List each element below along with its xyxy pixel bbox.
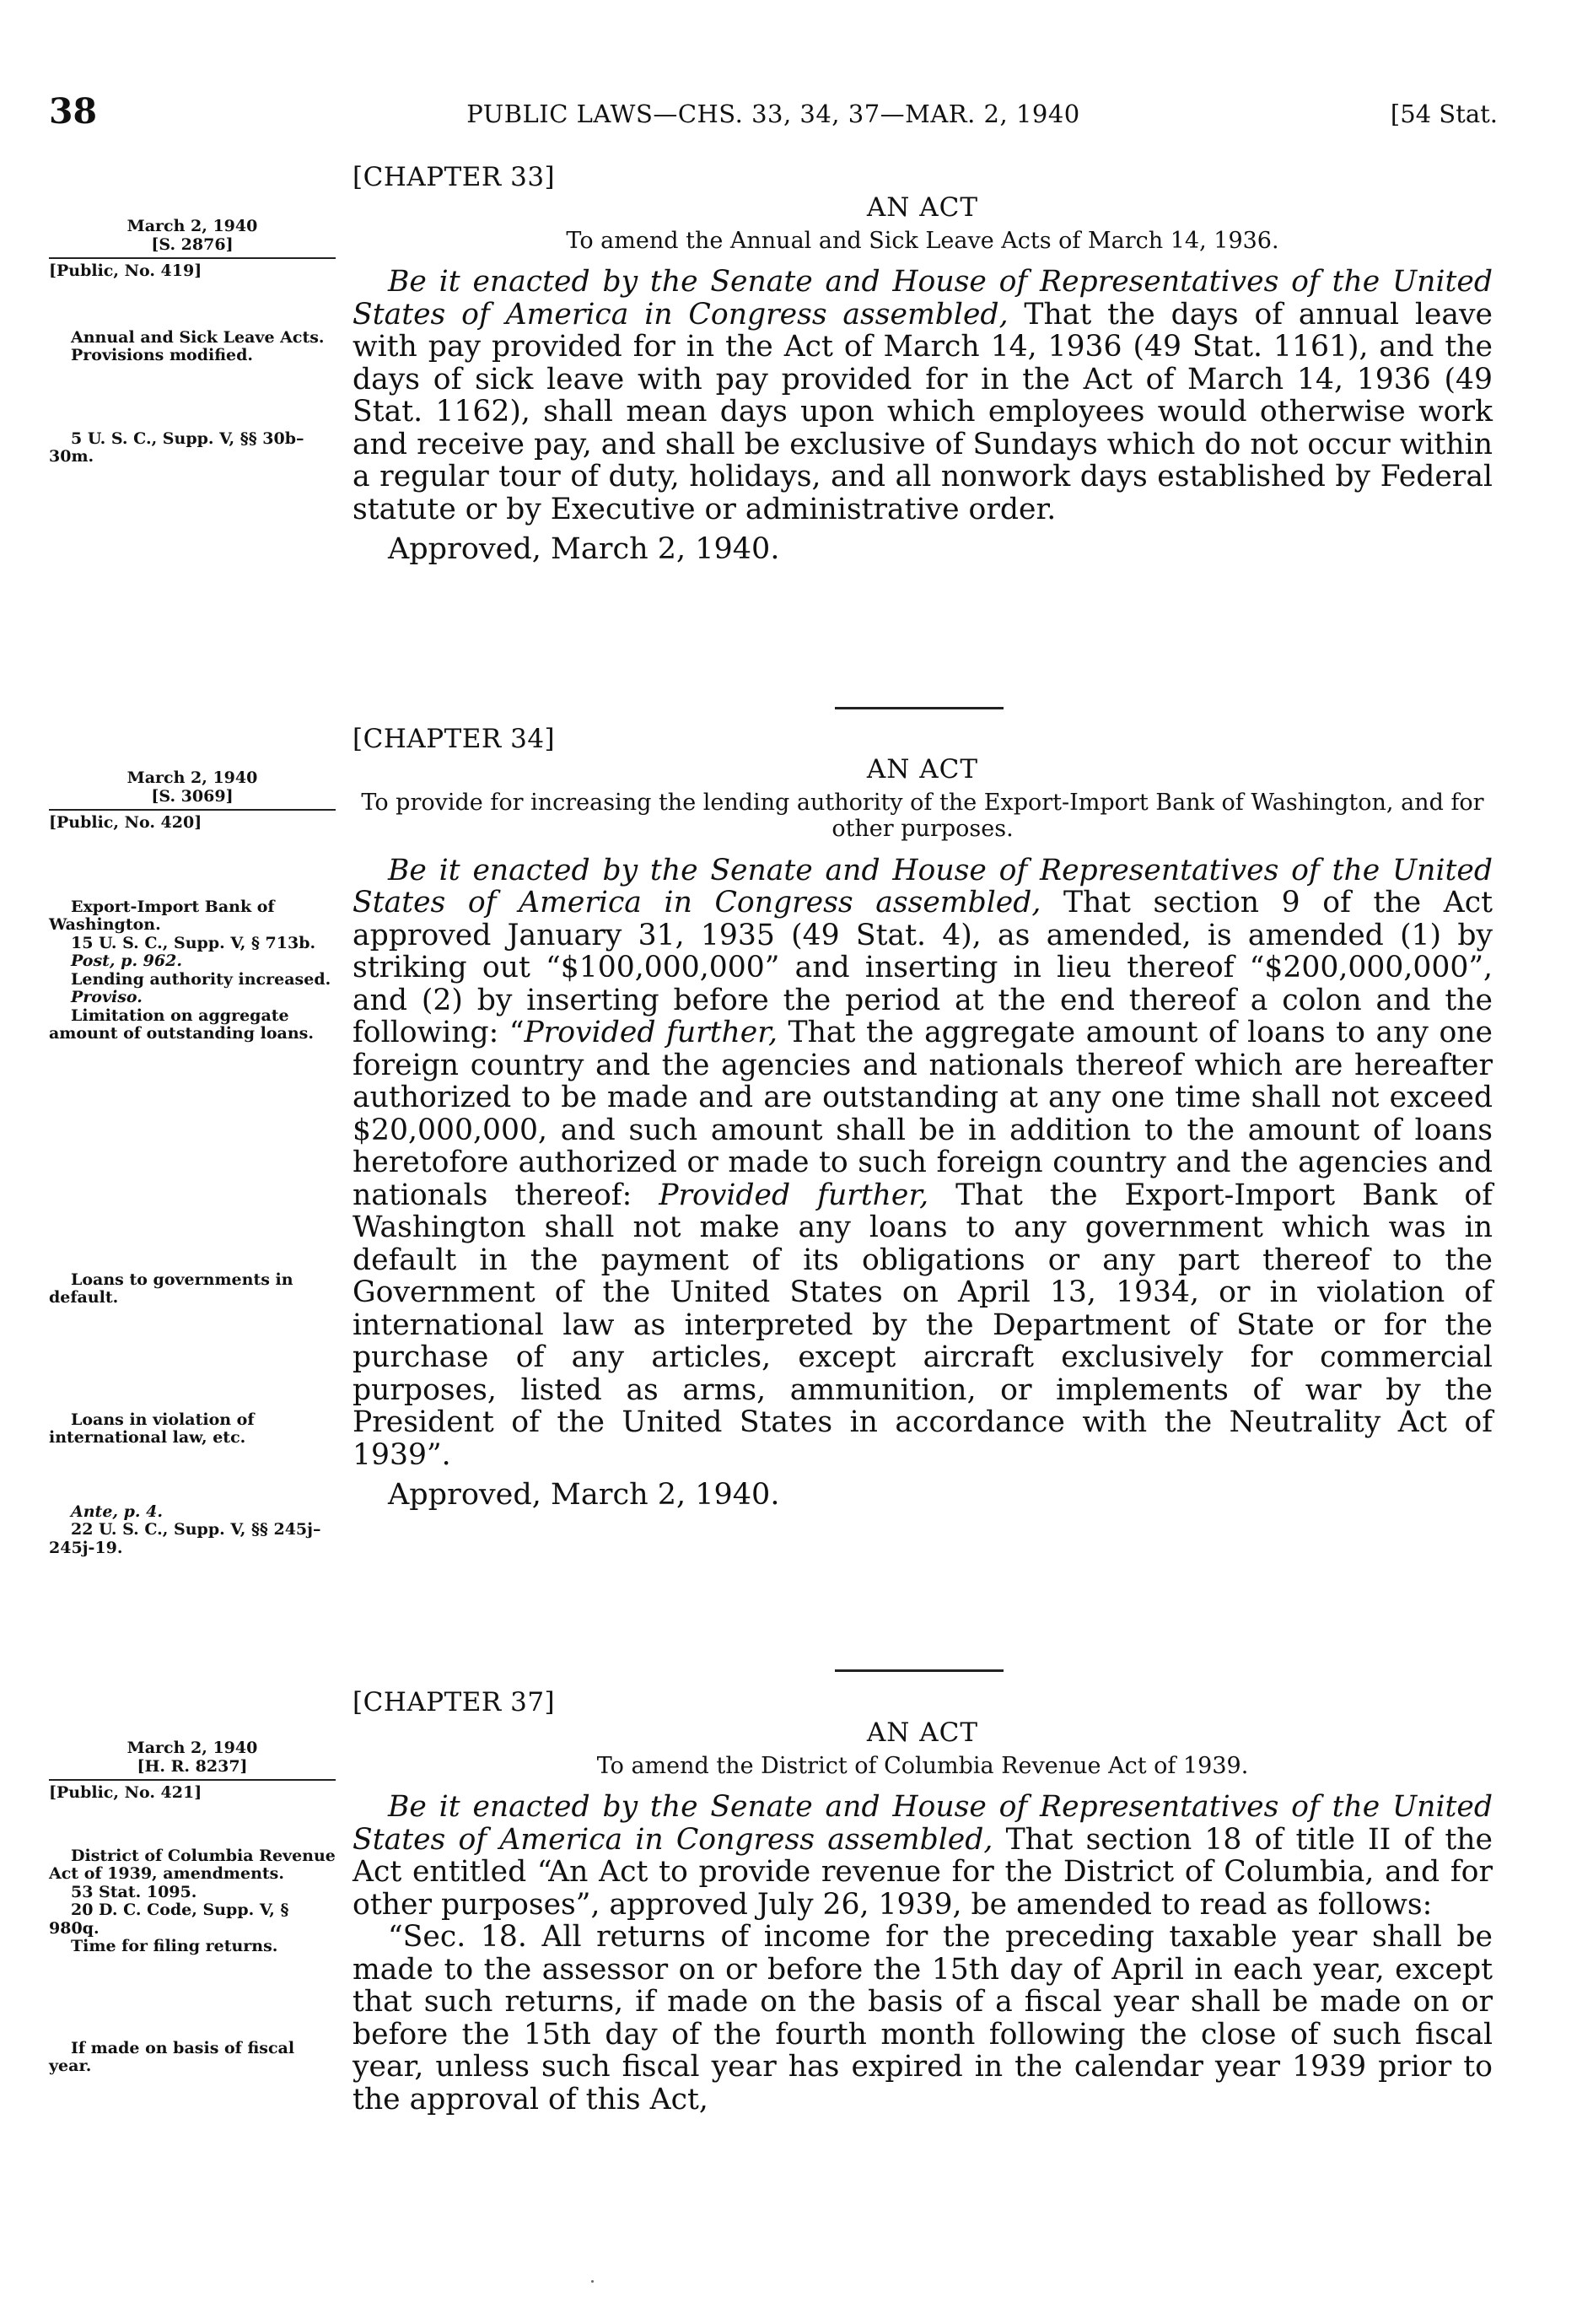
volume-reference: [54 Stat. (1390, 100, 1498, 128)
margin-note-text: 22 U. S. C., Supp. V, §§ 245j–245j-19. (49, 1520, 321, 1557)
section-text: All returns of income for the preceding taxable year shall be made to the assessor on or before the 15th day of April in each year, except that such returns, if made on the basis of a fiscal year shall be made on or before the 15th day of the fourth month following the close of such fiscal year, unless such fiscal year has expired in the calendar year 1939 prior to the approval of this Act, (353, 1920, 1493, 2116)
ch34-margin-header (49, 769, 336, 833)
section-divider (835, 1669, 1004, 1672)
margin-note-text: Ante, p. 4. (71, 1502, 163, 1521)
ch33-margin-bill: [S. 2876] (49, 236, 336, 259)
act-purpose: To provide for increasing the lending authority of the Export-Import Bank of Washington, and for other purposes. (361, 790, 1484, 843)
margin-note-text: Export-Import Bank of Washington. (49, 898, 275, 935)
page-number: 38 (49, 91, 98, 132)
chapter-37 (353, 1687, 1493, 2116)
chapter-heading: [CHAPTER 37] (353, 1687, 556, 1717)
ch33-margin-header (49, 218, 336, 281)
margin-note-text: 53 Stat. 1095. (71, 1882, 197, 1901)
ch34-margin-date: March 2, 1940 (126, 768, 258, 787)
proviso: Provided further, (659, 1178, 929, 1212)
margin-note-text: Time for filing returns. (71, 1937, 278, 1956)
ch34-margin-note-ante (49, 1503, 336, 1557)
approval-line: Approved, March 2, 1940. (388, 1478, 780, 1512)
act-body (353, 855, 1493, 1472)
ch33-margin-date: March 2, 1940 (126, 217, 258, 235)
margin-note-text: Post, p. 962. (71, 952, 182, 971)
enacting-clause: Be it enacted by the Senate and House of Representatives of the United States of America in Congress assembled, (353, 1790, 1493, 1857)
proviso: Provided further, (524, 1016, 778, 1050)
act-title: AN ACT (866, 192, 979, 223)
margin-note-text: Limitation on aggregate amount of outstanding loans. (49, 1006, 314, 1043)
margin-note-text: Loans to governments in default. (49, 1270, 293, 1308)
margin-note-text: Annual and Sick Leave Acts. (71, 328, 325, 347)
act-title: AN ACT (866, 754, 979, 785)
act-text: That section 9 of the Act approved January 31, 1935 (49 Stat. 4), as amended, is amended (1) by striking out “$100,000,000” and inserting in lieu thereof “$200,000,000”, and (2) by inserting before the period at the end thereof a colon and the following: “ (353, 886, 1493, 1050)
act-body (353, 266, 1493, 526)
ch37-margin-notes-main (49, 1847, 336, 1956)
act-text: That section 18 of title II of the Act entitled “An Act to provide revenue for the District of Columbia, and for other purposes”, approved July 26, 1939, be amended to read as follows: (353, 1822, 1493, 1922)
margin-note-text: Lending authority increased. (71, 969, 331, 989)
ch34-margin-bill: [S. 3069] (49, 788, 336, 811)
scan-speck (591, 2280, 594, 2283)
chapter-34 (353, 724, 1493, 1512)
chapter-heading: [CHAPTER 33] (353, 162, 556, 192)
act-purpose: To amend the District of Columbia Revenue Act of 1939. (596, 1753, 1249, 1779)
section-divider (835, 707, 1004, 709)
margin-note-text: 5 U. S. C., Supp. V, §§ 30b–30m. (49, 429, 304, 466)
margin-note-text: District of Columbia Revenue Act of 1939, amendments. (49, 1847, 336, 1884)
act-text: That the Export-Import Bank of Washington shall not make any loans to any government which was in default in the payment of its obligations or any part thereof to the Government of the United States on April 13, 1934, or in violation of international law as interpreted by the Department of State or for the purchase of any articles, except aircraft exclusively for commercial purposes, listed as arms, ammunition, or implements of war by the President of the United States in accordance with the Neutrality Act of 1939”. (353, 1178, 1493, 1472)
running-head: PUBLIC LAWS—CHS. 33, 34, 37—MAR. 2, 1940 (466, 100, 1080, 128)
margin-note-text: 15 U. S. C., Supp. V, § 713b. (71, 933, 316, 952)
ch37-margin-header (49, 1739, 336, 1803)
enacting-clause: Be it enacted by the Senate and House of Representatives of the United States of America in Congress assembled, (353, 265, 1493, 332)
ch37-margin-bill: [H. R. 8237] (49, 1758, 336, 1781)
act-text: That the aggregate amount of loans to any one foreign country and the agencies and nationals thereof which are hereafter authorized to be made and are outstanding at any one time shall not exceed $20,000,000, and such amount shall be in addition to the amount of loans heretofore authorized or made to such foreign country and the agencies and nationals thereof: (353, 1016, 1493, 1212)
ch34-margin-notes-main (49, 898, 336, 1043)
ch33-margin-note-2 (49, 430, 336, 466)
page-header (49, 91, 1498, 132)
margin-note-text: Loans in violation of international law, etc. (49, 1410, 255, 1448)
approval-line: Approved, March 2, 1940. (388, 532, 780, 567)
margin-note-text: Proviso. (71, 988, 143, 1007)
act-body (353, 1791, 1493, 2116)
enacting-clause: Be it enacted by the Senate and House of Representatives of the United States of America in Congress assembled, (353, 853, 1493, 920)
act-title: AN ACT (866, 1717, 979, 1748)
margin-note-text: 20 D. C. Code, Supp. V, § 980q. (49, 1901, 289, 1938)
ch37-margin-public: [Public, No. 421] (49, 1782, 202, 1802)
ch37-margin-date: March 2, 1940 (126, 1739, 258, 1757)
act-text: That the days of annual leave with pay provided for in the Act of March 14, 1936 (49 Stat. 1161), and the days of sick leave with pay provided for in the Act of March 14, 1936 (49 Stat. 1162), shall mean days upon which employees would otherwise work and receive pay, and shall be exclusive of Sundays which do not occur within a regular tour of duty, holidays, and all nonwork days established by Federal statute or by Executive or administrative order. (353, 297, 1493, 526)
chapter-heading: [CHAPTER 34] (353, 724, 556, 754)
margin-note-text: Provisions modified. (71, 346, 254, 365)
ch34-margin-note-default (49, 1271, 336, 1308)
section-label: “Sec. 18. (388, 1920, 527, 1955)
act-purpose: To amend the Annual and Sick Leave Acts of March 14, 1936. (566, 228, 1279, 254)
ch34-margin-public: [Public, No. 420] (49, 812, 202, 832)
ch37-margin-note-fiscal (49, 2040, 336, 2076)
ch33-margin-note-1 (49, 329, 336, 365)
ch34-margin-note-violation (49, 1411, 336, 1448)
margin-note-text: If made on basis of fiscal year. (49, 2039, 295, 2076)
chapter-33 (353, 162, 1493, 566)
ch33-margin-public: [Public, No. 419] (49, 261, 202, 280)
